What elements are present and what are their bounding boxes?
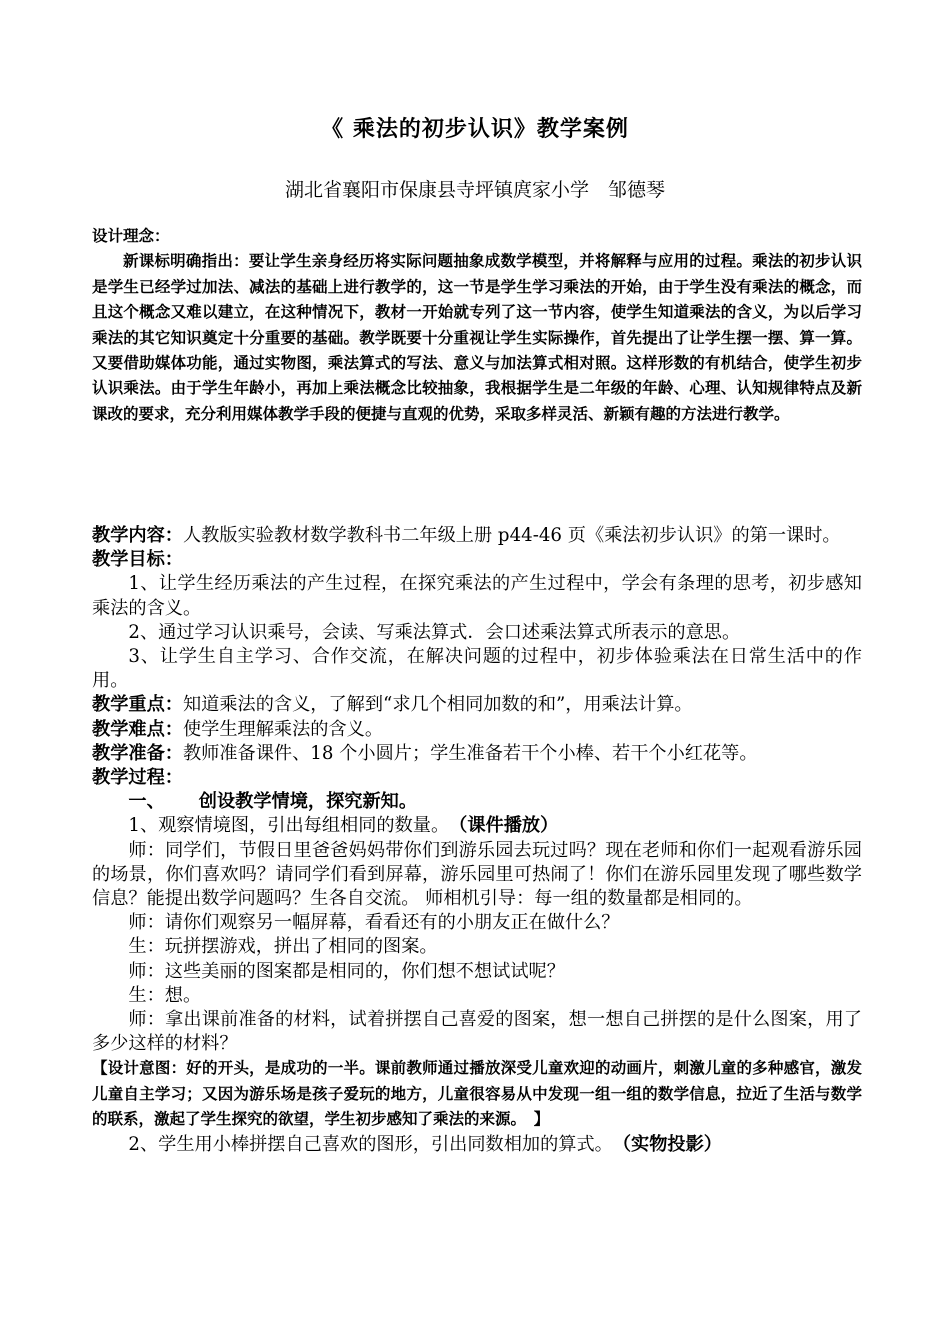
step-2	[92, 1133, 862, 1157]
content-paragraph	[92, 524, 862, 548]
dialog-line: 师：同学们，节假日里爸爸妈妈带你们到游乐园去玩过吗？现在老师和你们一起观看游乐园的场景，你们喜欢吗？请同学们看到屏幕，游乐园里可热闹了！你们在游乐园里发现了哪些数学信息？能提出数学问题吗？生各自交流。 师相机引导：每一组的数量都是相同的。	[92, 839, 862, 910]
dialog-line: 师：拿出课前准备的材料，试着拼摆自己喜爱的图案，想一想自己拼摆的是什么图案，用了多少这样的材料？	[92, 1009, 862, 1055]
step-1	[92, 814, 862, 838]
lesson-body	[92, 524, 862, 1157]
prep-label: 教学准备：	[92, 742, 183, 764]
design-concept-section	[92, 224, 862, 427]
design-paragraph: 新课标明确指出：要让学生亲身经历将实际问题抽象成数学模型，并将解释与应用的过程。乘法的初步认识是学生已经学过加法、减法的基础上进行教学的，这一节是学生学习乘法的开始，由于学生没有乘法的概念，而且这个概念又难以建立，在这种情况下，教材一开始就专列了这一节内容，使学生知道乘法的含义，为以后学习乘法的其它知识奠定十分重要的基础。教学既要十分重视让学生实际操作，首先提出了让学生摆一摆、算一算。又要借助媒体功能，通过实物图，乘法算式的写法、意义与加法算式相对照。这样形数的有机结合，使学生初步认识乘法。由于学生年龄小，再加上乘法概念比较抽象，我根据学生是二年级的年龄、心理、认知规律特点及新课改的要求，充分利用媒体教学手段的便捷与直观的优势，采取多样灵活、新颖有趣的方法进行教学。	[92, 252, 862, 423]
document-title: 《 乘法的初步认识》教学案例	[321, 117, 629, 142]
design-heading: 设计理念：	[92, 227, 170, 245]
process-heading: 教学过程：	[92, 767, 183, 789]
goal-item: 3、让学生自主学习、合作交流，在解决问题的过程中，初步体验乘法在日常生活中的作用。	[92, 646, 862, 692]
section-title: 创设教学情境，探究新知。	[198, 791, 418, 813]
content-text: 人教版实验教材数学教科书二年级上册 p44-46 页《乘法初步认识》的第一课时。	[182, 525, 841, 546]
difficulty-point	[92, 718, 862, 742]
step-1-tag: （课件播放）	[458, 815, 559, 837]
section-number: 一、	[128, 791, 165, 813]
difficulty-label: 教学难点：	[92, 718, 183, 740]
section-heading	[92, 790, 862, 814]
dialog-line: 生：想。	[128, 984, 202, 1006]
content-label: 教学内容：	[92, 525, 183, 546]
goals-heading: 教学目标：	[92, 549, 183, 571]
goal-item: 1、让学生经历乘法的产生过程，在探究乘法的产生过程中，学会有条理的思考，初步感知乘法的含义。	[92, 573, 862, 619]
author-line: 湖北省襄阳市保康县寺坪镇庹家小学 邹德琴	[284, 179, 665, 201]
design-intent-note: 【设计意图：好的开头，是成功的一半。课前教师通过播放深受儿童欢迎的动画片，刺激儿童的多种感官，激发儿童自主学习；又因为游乐场是孩子爱玩的地方，儿童很容易从中发现一组一组的数学信息，拉近了生活与数学的联系，激起了学生探究的欲望，学生初步感知了乘法的来源。 】	[92, 1059, 862, 1129]
step-2-tag: （实物投影）	[621, 1133, 722, 1155]
preparation	[92, 742, 862, 766]
key-text: 知道乘法的含义，了解到“求几个相同加数的和”，用乘法计算。	[182, 694, 693, 716]
dialog-line: 师：请你们观察另一幅屏幕，看看还有的小朋友正在做什么？	[128, 912, 620, 934]
key-point	[92, 693, 862, 717]
dialog-line: 生：玩拼摆游戏，拼出了相同的图案。	[128, 936, 438, 958]
dialog-line: 师：这些美丽的图案都是相同的，你们想不想试试呢？	[128, 960, 565, 982]
difficulty-text: 使学生理解乘法的含义。	[182, 718, 384, 740]
key-label: 教学重点：	[92, 694, 183, 716]
step-2-text: 2、学生用小棒拼摆自己喜欢的图形，引出同数相加的算式。	[128, 1133, 604, 1155]
step-1-text: 1、观察情境图，引出每组相同的数量。	[128, 815, 441, 837]
goal-item: 2、通过学习认识乘号，会读、写乘法算式．会口述乘法算式所表示的意思。	[128, 621, 741, 643]
prep-text: 教师准备课件、18 个小圆片；学生准备若干个小棒、若干个小红花等。	[182, 742, 758, 764]
